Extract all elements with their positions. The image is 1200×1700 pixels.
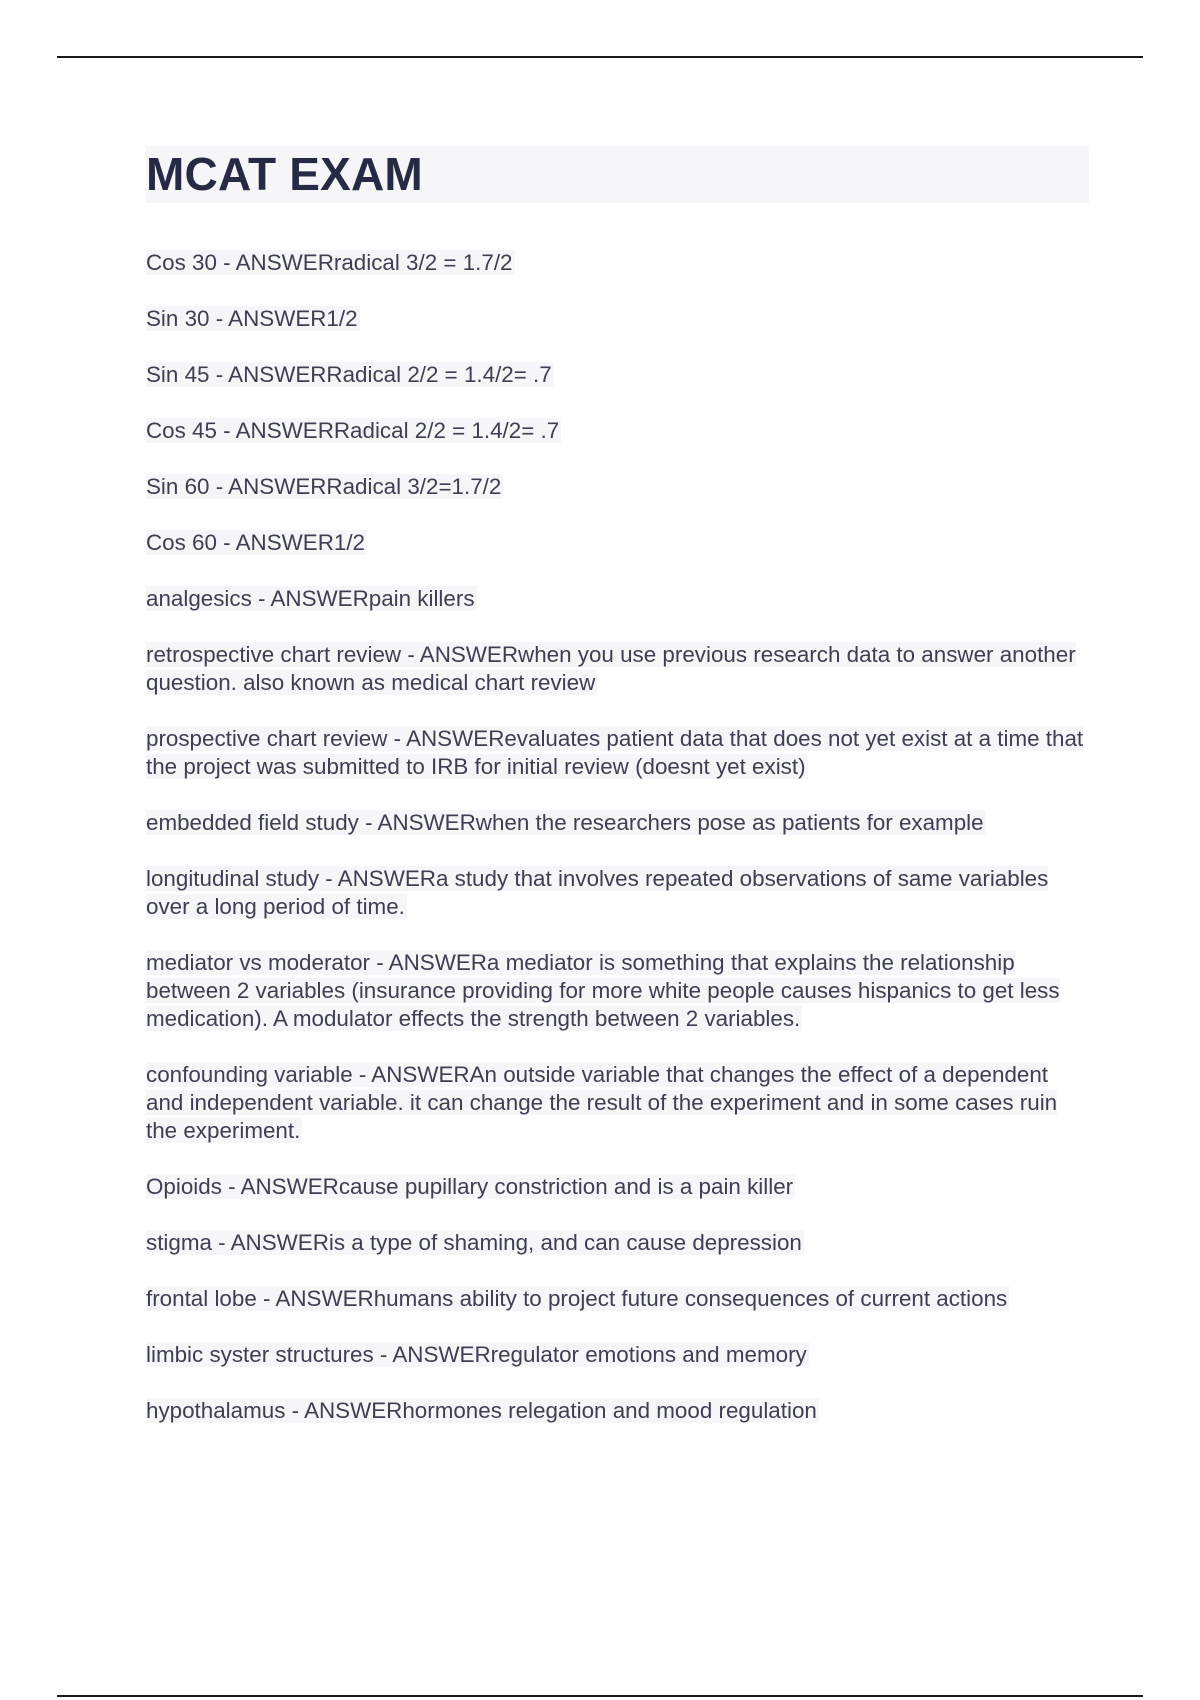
qa-entry xyxy=(146,641,1089,697)
qa-entry xyxy=(146,1229,1089,1257)
qa-entry xyxy=(146,585,1089,613)
qa-entry xyxy=(146,305,1089,333)
title-block xyxy=(146,146,1089,203)
qa-entry xyxy=(146,1061,1089,1145)
qa-text: Sin 60 - ANSWERRadical 3/2=1.7/2 xyxy=(146,474,502,499)
qa-entry xyxy=(146,725,1089,781)
qa-entry xyxy=(146,361,1089,389)
qa-text: Sin 30 - ANSWER1/2 xyxy=(146,306,358,331)
qa-text: longitudinal study - ANSWERa study that involves repeated observations of same variables over a long period of time. xyxy=(146,866,1049,919)
qa-text: confounding variable - ANSWERAn outside variable that changes the effect of a dependent and independent variable. it can change the result of the experiment and in some cases ruin the experiment. xyxy=(146,1062,1058,1143)
qa-text: Cos 45 - ANSWERRadical 2/2 = 1.4/2= .7 xyxy=(146,418,560,443)
qa-entry xyxy=(146,1285,1089,1313)
qa-entry xyxy=(146,949,1089,1033)
qa-text: Opioids - ANSWERcause pupillary constriction and is a pain killer xyxy=(146,1174,794,1199)
qa-entry xyxy=(146,417,1089,445)
qa-text: Cos 60 - ANSWER1/2 xyxy=(146,530,366,555)
qa-text: limbic syster structures - ANSWERregulator emotions and memory xyxy=(146,1342,807,1367)
qa-text: mediator vs moderator - ANSWERa mediator is something that explains the relationship between 2 variables (insurance providing for more white people causes hispanics to get less medication). A modulator effects the strength between 2 variables. xyxy=(146,950,1060,1031)
qa-entry xyxy=(146,809,1089,837)
qa-entry xyxy=(146,249,1089,277)
qa-text: retrospective chart review - ANSWERwhen you use previous research data to answer another question. also known as medical chart review xyxy=(146,642,1076,695)
qa-entry xyxy=(146,529,1089,557)
qa-entry xyxy=(146,473,1089,501)
qa-entry xyxy=(146,1397,1089,1425)
qa-list xyxy=(146,249,1089,1425)
qa-text: stigma - ANSWERis a type of shaming, and can cause depression xyxy=(146,1230,802,1255)
page-title: MCAT EXAM xyxy=(146,148,423,200)
qa-text: Cos 30 - ANSWERradical 3/2 = 1.7/2 xyxy=(146,250,513,275)
document-body xyxy=(146,146,1089,1453)
qa-text: Sin 45 - ANSWERRadical 2/2 = 1.4/2= .7 xyxy=(146,362,552,387)
qa-entry xyxy=(146,865,1089,921)
qa-text: frontal lobe - ANSWERhumans ability to project future consequences of current actions xyxy=(146,1286,1008,1311)
header-rule xyxy=(57,56,1143,58)
qa-entry xyxy=(146,1341,1089,1369)
qa-text: hypothalamus - ANSWERhormones relegation and mood regulation xyxy=(146,1398,817,1423)
qa-entry xyxy=(146,1173,1089,1201)
qa-text: prospective chart review - ANSWERevaluates patient data that does not yet exist at a time that the project was submitted to IRB for initial review (doesnt yet exist) xyxy=(146,726,1084,779)
qa-text: analgesics - ANSWERpain killers xyxy=(146,586,475,611)
qa-text: embedded field study - ANSWERwhen the researchers pose as patients for example xyxy=(146,810,984,835)
footer-rule xyxy=(57,1695,1143,1697)
